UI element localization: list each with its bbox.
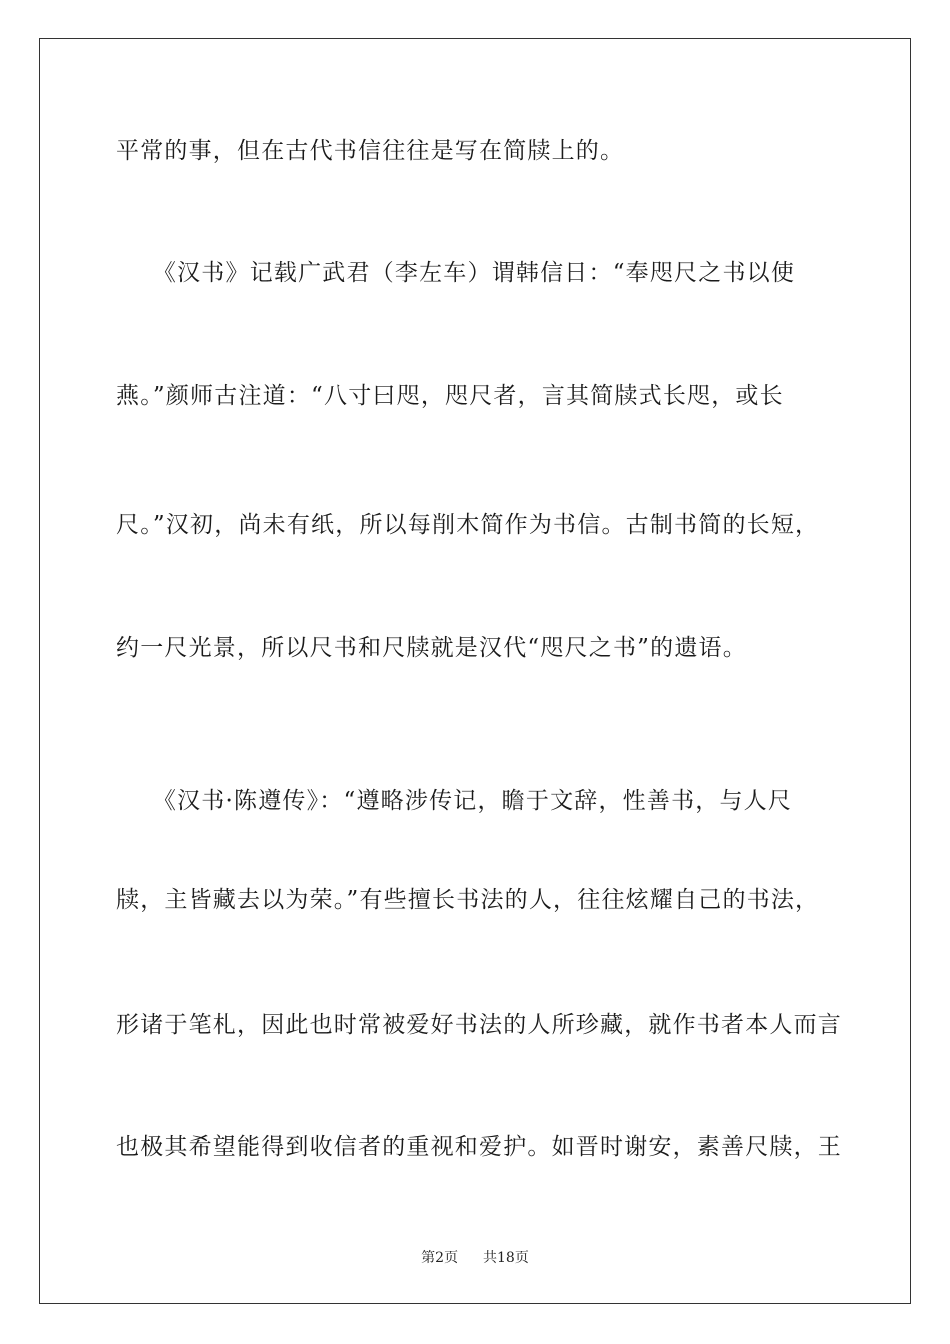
body-line-5: 约一尺光景，所以尺书和尺牍就是汉代“咫尺之书”的遗语。 xyxy=(116,635,747,661)
body-line-3: 燕。”颜师古注道：“八寸曰咫，咫尺者，言其简牍式长咫，或长 xyxy=(116,383,784,409)
body-line-1: 平常的事，但在古代书信往往是写在简牍上的。 xyxy=(116,138,625,164)
body-line-2: 《汉书》记载广武君（李左车）谓韩信日：“奉咫尺之书以使 xyxy=(116,260,796,286)
body-line-4: 尺。”汉初，尚未有纸，所以每削木简作为书信。古制书简的长短， xyxy=(116,512,820,538)
page-footer xyxy=(0,1249,950,1267)
body-line-9: 也极其希望能得到收信者的重视和爱护。如晋时谢安，素善尺牍，王 xyxy=(116,1134,842,1160)
body-line-8: 形诸于笔札，因此也时常被爱好书法的人所珍藏，就作书者本人而言 xyxy=(116,1012,842,1038)
page-total: 共18页 xyxy=(483,1250,529,1266)
body-line-7: 牍，主皆藏去以为荣。”有些擅长书法的人，往往炫耀自己的书法， xyxy=(116,887,820,913)
page-border xyxy=(39,38,911,1304)
body-line-6: 《汉书·陈遵传》：“遵略涉传记，瞻于文辞，性善书，与人尺 xyxy=(116,788,793,814)
page-number: 第2页 xyxy=(421,1250,459,1266)
